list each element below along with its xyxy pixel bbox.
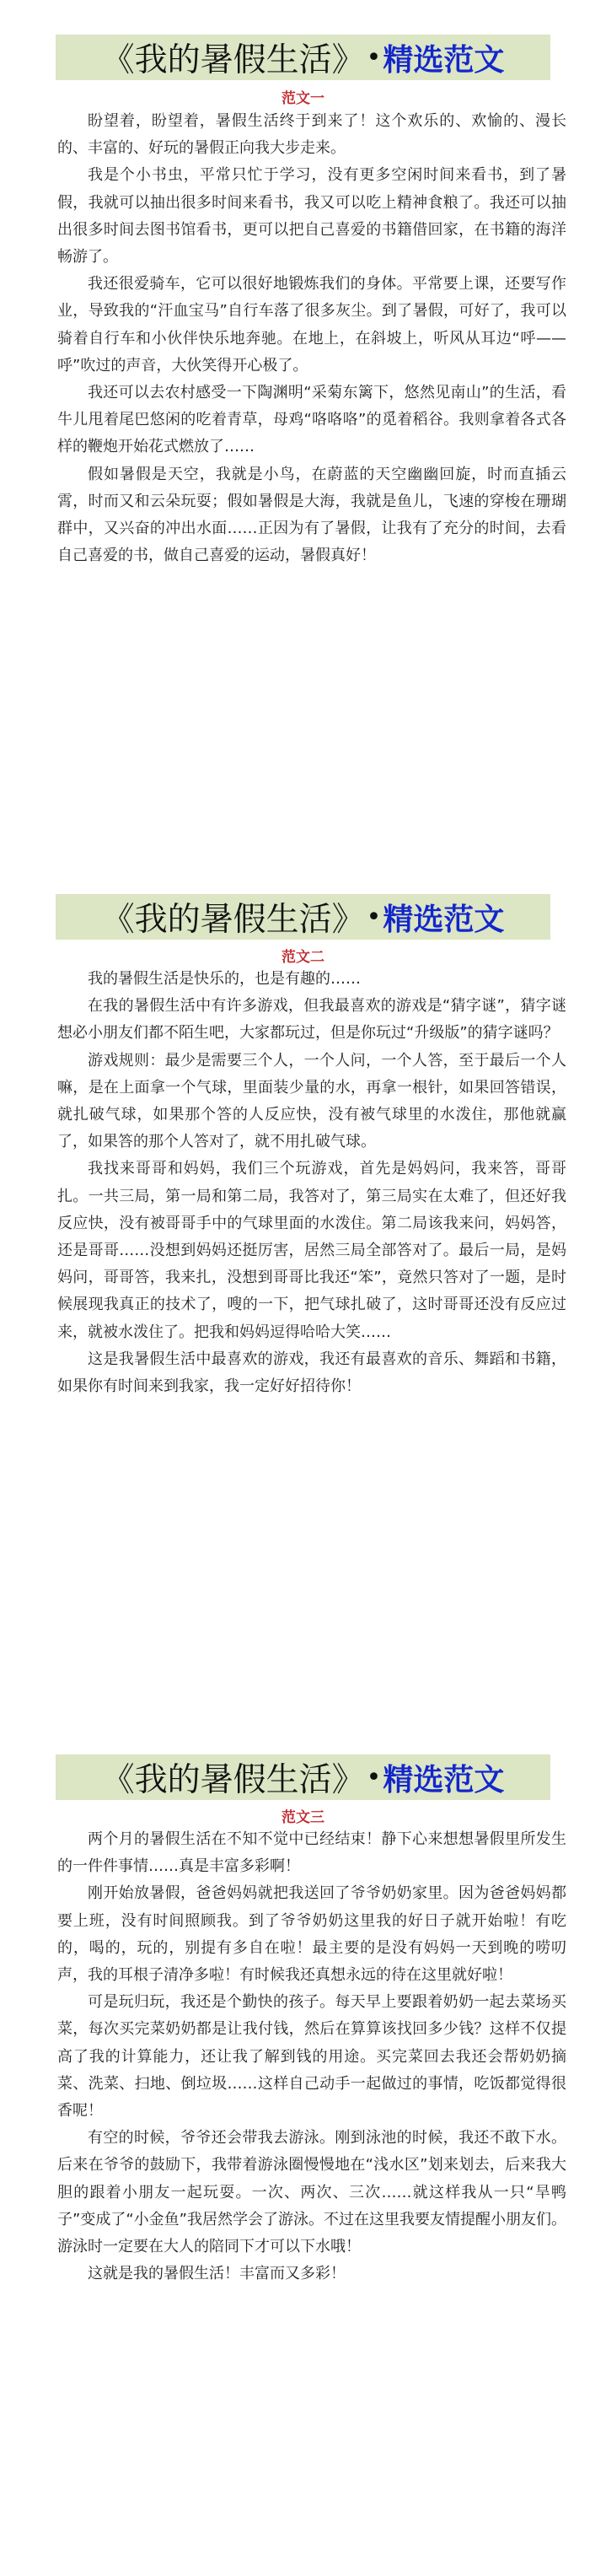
essay-body	[57, 966, 566, 1400]
essay-paragraph: 这是我暑假生活中最喜欢的游戏，我还有最喜欢的音乐、舞蹈和书籍，如果你有时间来到我家，我一定好好招待你！	[57, 1350, 566, 1396]
essay-paragraph: 游戏规则：最少是需要三个人，一个人问，一个人答，至于最后一个人嘛，是在上面拿一个气球，里面装少量的水，再拿一根针，如果回答错误，就扎破气球，如果那个答的人反应快，没有被气球里的水泼住，那他就赢了，如果答的那个人答对了，就不用扎破气球。	[57, 1051, 566, 1151]
essay-paragraph: 我是个小书虫，平常只忙于学习，没有更多空闲时间来看书，到了暑假，我就可以抽出很多时间来看书，我又可以吃上精神食粮了。我还可以抽出很多时间去图书馆看书，更可以把自己喜爱的书籍借回家，在书籍的海洋畅游了。	[57, 166, 566, 267]
banner-subtitle: 精选范文	[383, 1762, 505, 1797]
essay-paragraph: 我找来哥哥和妈妈，我们三个玩游戏，首先是妈妈问，我来答，哥哥扎。一共三局，第一局和第二局，我答对了，第三局实在太难了，但还好我反应快，没有被哥哥手中的气球里面的水泼住。第二局该我来问，妈妈答，还是哥哥……没想到妈妈还挺厉害，居然三局全部答对了。最后一局，是妈妈问，哥哥答，我来扎，没想到哥哥比我还“笨”，竟然只答对了一题，是时候展现我真正的技术了，嗖的一下，把气球扎破了，这时哥哥还没有反应过来，就被水泼住了。把我和妈妈逗得哈哈大笑……	[57, 1160, 566, 1341]
essay-paragraph: 这就是我的暑假生活！丰富而又多彩！	[88, 2265, 346, 2283]
banner-title: 《我的暑假生活》	[101, 1761, 365, 1799]
banner-title: 《我的暑假生活》	[101, 901, 365, 939]
banner-subtitle: 精选范文	[383, 42, 505, 78]
essay-paragraph: 有空的时候，爷爷还会带我去游泳。刚到泳池的时候，我还不敢下水。后来在爷爷的鼓励下，我带着游泳圈慢慢地在“浅水区”划来划去，后来我大胆的跟着小朋友一起玩耍。一次、两次、三次……就这样我从一只“旱鸭子”变成了“小金鱼”我居然学会了游泳。不过在这里我要友情提醒小朋友们。游泳时一定要在大人的陪同下才可以下水哦！	[57, 2129, 566, 2256]
banner-subtitle: 精选范文	[383, 902, 505, 937]
essay-label: 范文一	[282, 90, 324, 107]
essay-paragraph: 假如暑假是天空，我就是小鸟，在蔚蓝的天空幽幽回旋，时而直插云霄，时而又和云朵玩耍；假如暑假是大海，我就是鱼儿，飞速的穿梭在珊瑚群中，又兴奋的冲出水面……正因为有了暑假，让我有了充分的时间，去看自己喜爱的书，做自己喜爱的运动，暑假真好！	[57, 465, 566, 565]
essay-paragraph: 我还可以去农村感受一下陶渊明“采菊东篱下，悠然见南山”的生活，看牛儿甩着尾巴悠闲的吃着青草，母鸡“咯咯咯”的觅着稻谷。我则拿着各式各样的鞭炮开始花式燃放了……	[57, 384, 566, 456]
essay-paragraph: 我还很爱骑车，它可以很好地锻炼我们的身体。平常要上课，还要写作业，导致我的“汗血宝马”自行车落了很多灰尘。到了暑假，可好了，我可以骑着自行车和小伙伴快乐地奔驰。在地上，在斜坡上，听风从耳边“呼——呼”吹过的声音，大伙笑得开心极了。	[57, 275, 566, 375]
essay-paragraph: 可是玩归玩，我还是个勤快的孩子。每天早上要跟着奶奶一起去菜场买菜，每次买完菜奶奶都是让我付钱，然后在算算该找回多少钱？这样不仅提高了我的计算能力，还让我了解到钱的用途。买完菜回去我还会帮奶奶摘菜、洗菜、扫地、倒垃圾……这样自己动手一起做过的事情，吃饭都觉得很香呢！	[57, 1993, 566, 2121]
essay-body	[57, 108, 566, 569]
title-banner	[56, 1754, 550, 1800]
essay-label: 范文三	[282, 1809, 324, 1826]
essay-paragraph: 在我的暑假生活中有许多游戏，但我最喜欢的游戏是“猜字谜”，猜字谜想必小朋友们都不陌生吧，大家都玩过，但是你玩过“升级版”的猜字谜吗？	[57, 997, 566, 1043]
bullet-dot-icon: •	[366, 902, 382, 932]
essay-paragraph: 刚开始放暑假，爸爸妈妈就把我送回了爷爷奶奶家里。因为爸爸妈妈都要上班，没有时间照顾我。到了爷爷奶奶这里我的好日子就开始啦！有吃的，喝的，玩的，别提有多自在啦！最主要的是没有妈妈一天到晚的唠叨声，我的耳根子清净多啦！有时候我还真想永远的待在这里就好啦！	[57, 1884, 566, 1985]
essay-paragraph: 两个月的暑假生活在不知不觉中已经结束！静下心来想想暑假里所发生的一件件事情……真是丰富多彩啊！	[57, 1830, 566, 1876]
essay-paragraph: 盼望着，盼望着，暑假生活终于到来了！这个欢乐的、欢愉的、漫长的、丰富的、好玩的暑假正向我大步走来。	[57, 112, 566, 158]
bullet-dot-icon: •	[366, 42, 382, 73]
banner-title: 《我的暑假生活》	[101, 41, 365, 79]
essay-label: 范文二	[282, 949, 324, 966]
essay-paragraph: 我的暑假生活是快乐的，也是有趣的……	[88, 970, 361, 988]
title-banner	[56, 894, 550, 940]
essay-body	[57, 1826, 566, 2288]
title-banner	[56, 35, 550, 80]
bullet-dot-icon: •	[366, 1762, 382, 1792]
